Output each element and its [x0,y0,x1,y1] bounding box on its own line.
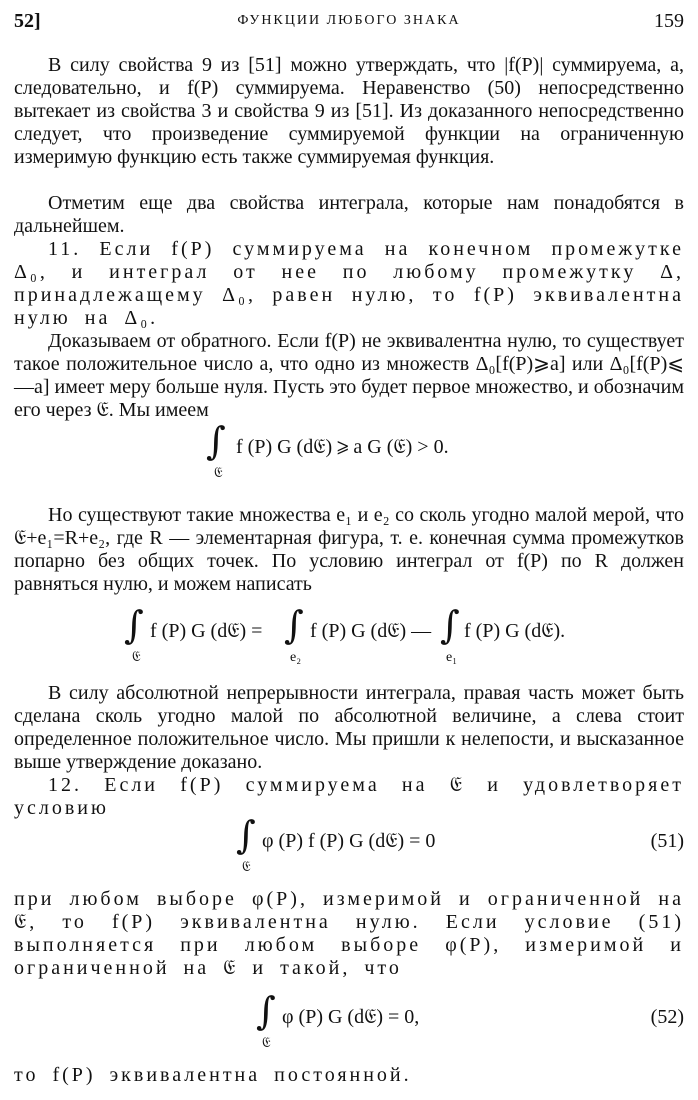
property-12-block [14,774,684,820]
section-number: 52] [14,10,41,32]
paragraph-1: В силу свойства 9 из [51] можно утверждать, что |f(P)| суммируема, а, следовательно, и f(P) суммируема. Неравенство (50) непосредственно вытекает из свойства 3 и свойства 9 из [51]. Из доказанного непосредственно следует, что произведение суммируемой функции на ограниченную измеримую функцию есть также суммируемая функция. [14,54,684,168]
paragraph-2-block [14,192,684,238]
running-title: ФУНКЦИИ ЛЮБОГО ЗНАКА [237,13,461,28]
integral-domain: e₂ [290,650,302,665]
formula-51 [0,813,698,882]
formula-2-term-2: f (P) G (d𝔈) — [310,620,432,642]
paragraph-5: Но существуют такие множества e₁ и e₂ со сколь угодно малой мерой, что 𝔈+e₁=R+e₂, где R — элементарная фигура, т. е. конечная сумма промежутков попарно без общих точек. По условию интеграл от f(P) по R должен равняться нулю, и можем написать [14,504,684,595]
formula-1 [0,419,698,488]
equation-number-52: (52) [650,1006,684,1028]
paragraph-1-block [14,54,684,169]
proof-paragraph: Доказываем от обратного. Если f(P) не эквивалентна нулю, то существует такое положительное число a, что одно из множеств Δ₀[f(P)⩾a] или Δ₀[f(P)⩽—a] имеет меру больше нуля. Пусть это будет первое множество, и обозначим его через 𝔈. Мы имеем [14,330,684,421]
formula-1-expression: f (P) G (d𝔈) ⩾ a G (𝔈) > 0. [236,436,449,458]
integral-domain: 𝔈 [242,860,251,875]
paragraph-9-block [14,1064,684,1087]
integral-sign: ∫ [256,989,276,1033]
paragraph-5-block [14,504,684,596]
paragraph-2: Отметим еще два свойства интеграла, которые нам понадобятся в дальнейшем. [14,192,684,237]
formula-2-term-1: f (P) G (d𝔈) = [150,620,263,642]
property-11-block [14,238,684,330]
property-12-statement: 12. Если f(P) суммируема на 𝔈 и удовлетворяет условию [14,774,684,819]
integral-domain: e₁ [446,650,458,665]
integral-sign: ∫ [284,603,304,647]
formula-2 [0,603,698,672]
paragraph-6-block [14,682,684,774]
integral-domain: 𝔈 [132,650,141,665]
paragraph-9: то f(P) эквивалентна постоянной. [14,1064,412,1086]
integral-sign: ∫ [124,603,144,647]
formula-52-expression: φ (P) G (d𝔈) = 0, [282,1006,420,1028]
paragraph-8: при любом выборе φ(P), измеримой и ограниченной на 𝔈, то f(P) эквивалентна нулю. Если условие (51) выполняется при любом выборе φ(P), измеримой и ограниченной на 𝔈 и такой, что [14,888,684,979]
paragraph-8-block [14,888,684,980]
integral-domain: 𝔈 [262,1036,271,1051]
integral-sign: ∫ [206,419,226,463]
page-number: 159 [654,10,684,32]
formula-51-expression: φ (P) f (P) G (d𝔈) = 0 [262,830,436,852]
integral-domain: 𝔈 [214,466,223,481]
property-11-statement: 11. Если f(P) суммируема на конечном промежутке Δ₀, и интеграл от нее по любому промежутку Δ, принадлежащему Δ₀, равен нулю, то f(P) эквивалентна нулю на Δ₀. [14,238,684,329]
paragraph-6: В силу абсолютной непрерывности интеграла, правая часть может быть сделана сколь угодно малой по абсолютной величине, а слева стоит определенное положительное число. Мы пришли к нелепости, и высказанное выше утверждение доказано. [14,682,684,773]
equation-number-51: (51) [650,830,684,852]
integral-sign: ∫ [236,813,256,857]
formula-2-term-3: f (P) G (d𝔈). [464,620,566,642]
proof-block [14,330,684,422]
integral-sign: ∫ [440,603,460,647]
page-header [14,10,684,36]
formula-52 [0,989,698,1058]
